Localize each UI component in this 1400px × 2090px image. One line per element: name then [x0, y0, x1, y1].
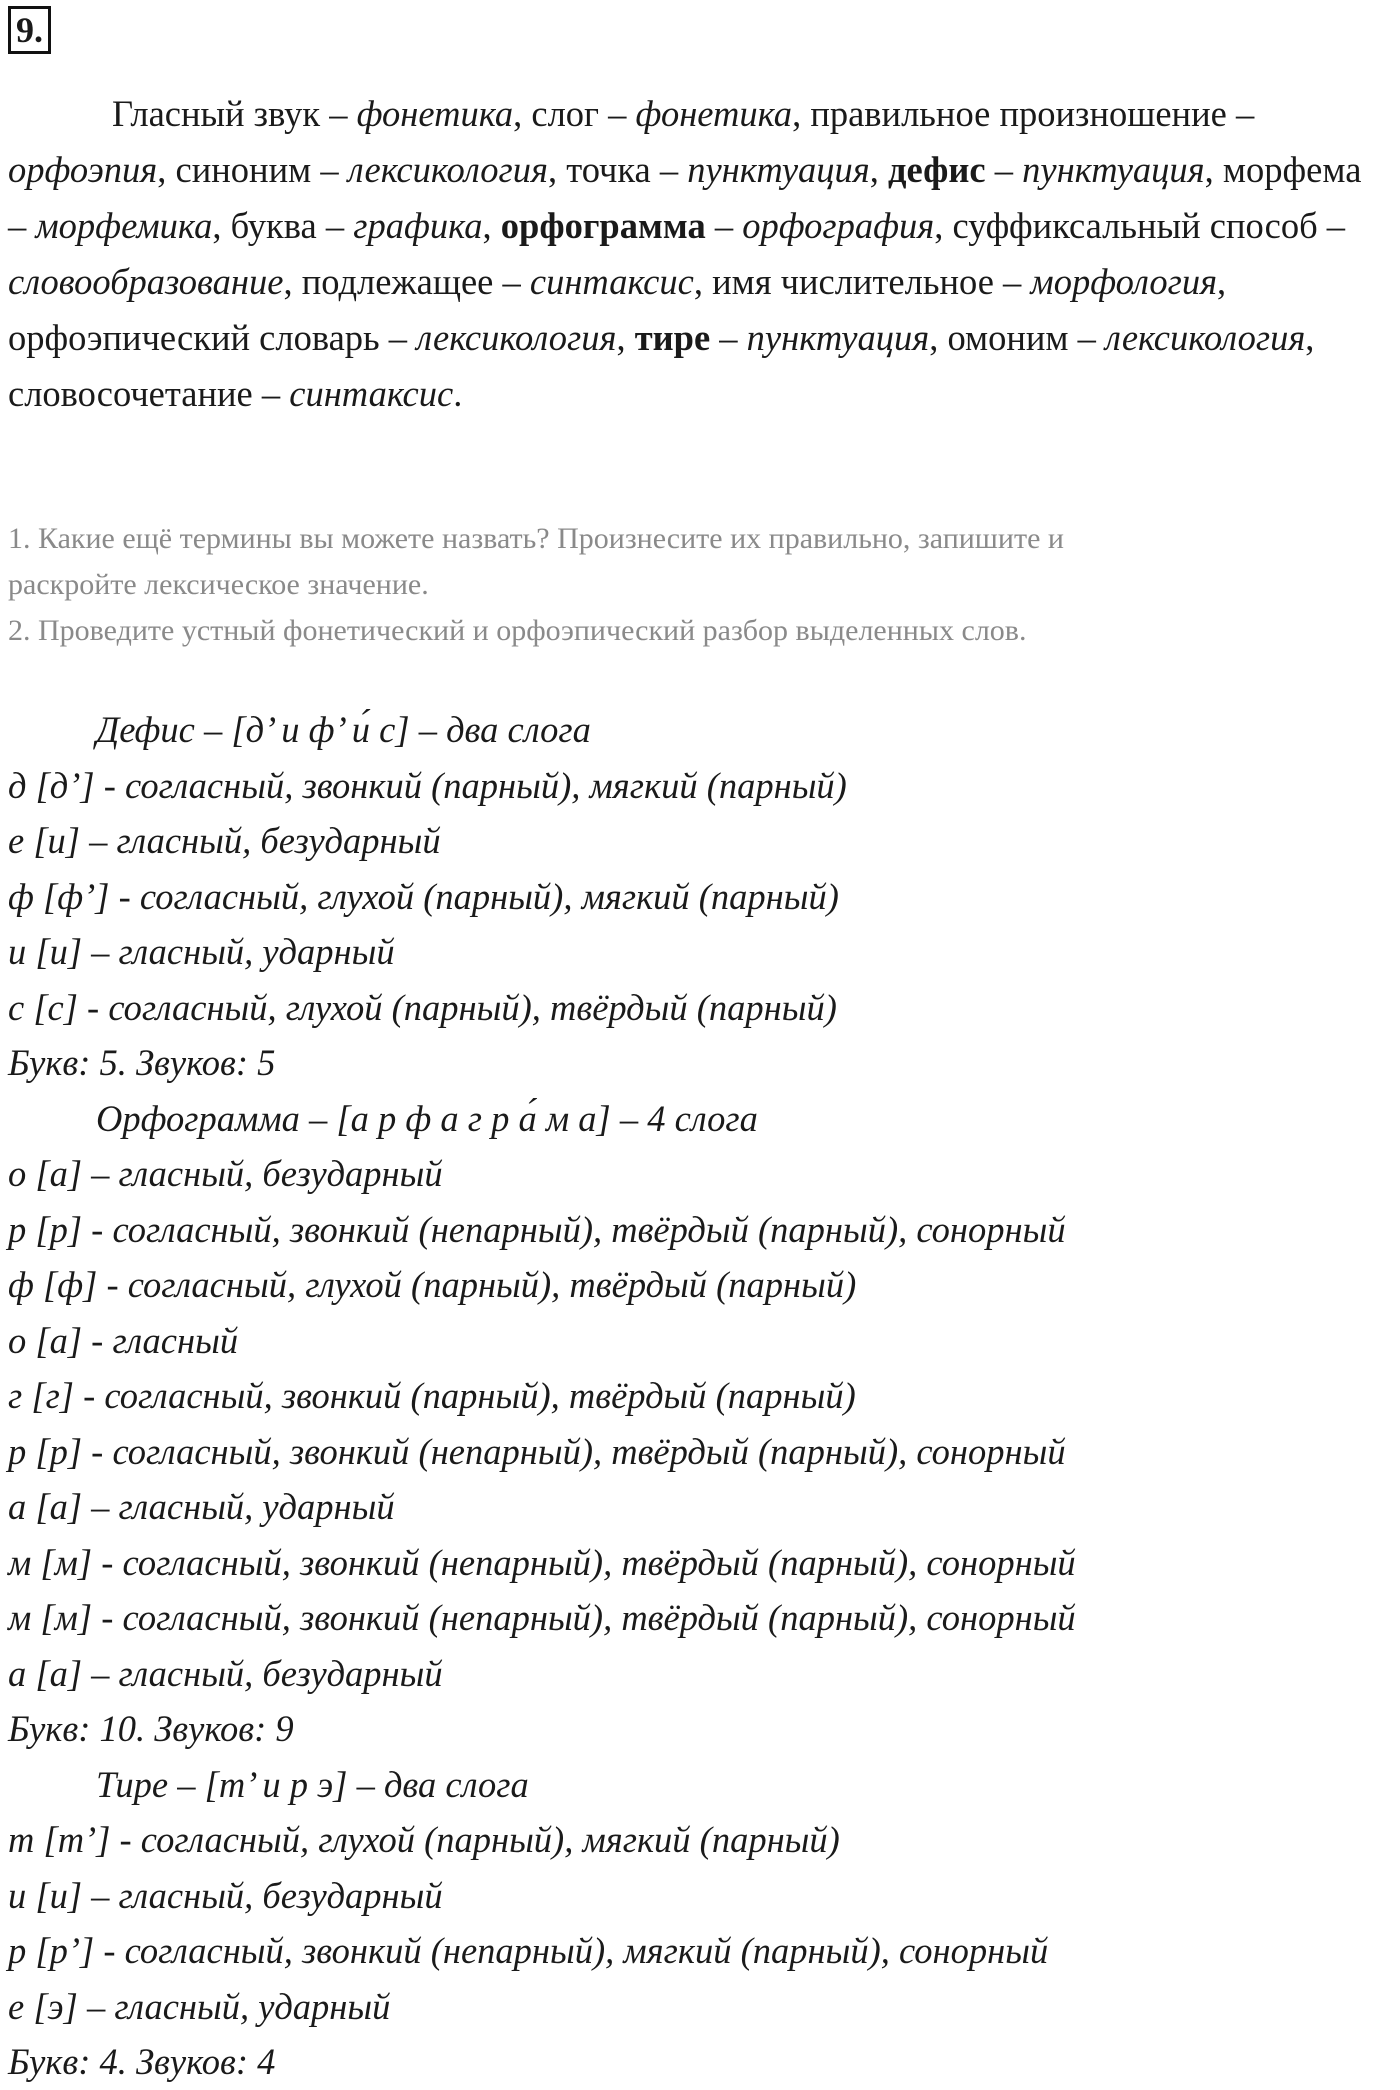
analysis-line: а [а] – гласный, ударный — [8, 1486, 395, 1527]
analysis-line: г [г] - согласный, звонкий (парный), твёрдый (парный) — [8, 1375, 856, 1416]
text-segment: , буква – — [212, 205, 354, 246]
text-segment: , имя числительное – — [693, 261, 1031, 302]
analysis-line: е [э] – гласный, ударный — [8, 1985, 391, 2027]
text-segment: , морфема – — [8, 149, 1362, 246]
analysis-line: ф [ф’] - согласный, глухой (парный), мягкий (парный) — [8, 875, 839, 917]
exercise-number: 9. — [8, 6, 51, 54]
term-field: морфемика — [35, 205, 213, 246]
text-segment: , подлежащее – — [283, 261, 530, 302]
term-field: синтаксис — [289, 373, 454, 414]
term-field: синтаксис — [529, 261, 694, 302]
analysis-line: д [д’] - согласный, звонкий (парный), мягкий (парный) — [8, 764, 847, 806]
analysis-line: и [и] – гласный, ударный — [8, 931, 395, 972]
text-segment: – — [985, 149, 1023, 190]
term-field: морфология — [1030, 261, 1218, 302]
text-segment: – — [710, 317, 747, 358]
term-field: фонетика — [356, 93, 514, 134]
text-segment: , — [616, 317, 635, 358]
task-line: 1. Какие ещё термины вы можете назвать? Произнесите их правильно, запишите и — [8, 522, 1064, 555]
analysis-line: м [м] - согласный, звонкий (непарный), твёрдый (парный), сонорный — [8, 1597, 1076, 1638]
task-line: раскройте лексическое значение. — [8, 568, 429, 601]
term-field: фонетика — [635, 93, 793, 134]
term-field: орфография — [742, 205, 935, 246]
term-field: графика — [353, 205, 483, 246]
term-field: лексикология — [347, 149, 548, 190]
analysis-line: р [р] - согласный, звонкий (непарный), твёрдый (парный), сонорный — [8, 1430, 1066, 1472]
highlighted-word: дефис — [888, 149, 986, 190]
analysis-line: а [а] – гласный, безударный — [8, 1652, 443, 1694]
text-segment: , — [482, 205, 501, 246]
analysis-line: Букв: 4. Звуков: 4 — [8, 2041, 276, 2082]
text-segment: , орфоэпический словарь – — [8, 261, 1227, 358]
analysis-line: м [м] - согласный, звонкий (непарный), твёрдый (парный), сонорный — [8, 1541, 1076, 1583]
term-field: пунктуация — [1022, 149, 1205, 190]
text-segment: . — [453, 373, 463, 414]
analysis-line: и [и] – гласный, безударный — [8, 1874, 443, 1916]
text-segment: , — [869, 149, 889, 190]
text-segment: , омоним – — [929, 317, 1106, 358]
analysis-line: р [р] - согласный, звонкий (непарный), твёрдый (парный), сонорный — [8, 1208, 1066, 1250]
analysis-word-header: Дефис – [д’ и ф’ и́ с] – два слога — [96, 709, 591, 750]
text-segment: , суффиксальный способ – — [934, 205, 1346, 246]
analysis-line: ф [ф] - согласный, глухой (парный), твёрдый (парный) — [8, 1264, 857, 1305]
task-line: 2. Проведите устный фонетический и орфоэпический разбор выделенных слов. — [8, 614, 1027, 647]
analysis-word-header: Тире – [т’ и р э] – два слога — [96, 1763, 529, 1805]
exercise-text-body — [8, 93, 1361, 414]
term-field: словообразование — [8, 261, 284, 302]
analysis-line: о [а] – гласный, безударный — [8, 1153, 443, 1194]
analysis-line: Букв: 10. Звуков: 9 — [8, 1708, 294, 1749]
text-segment: , словосочетание – — [8, 317, 1315, 414]
task-list — [8, 516, 1388, 654]
exercise-text — [8, 86, 1388, 422]
phonetic-analysis — [8, 702, 1388, 2090]
highlighted-word: орфограмма — [500, 205, 706, 246]
analysis-line: е [и] – гласный, безударный — [8, 820, 441, 861]
term-field: лексикология — [416, 317, 617, 358]
highlighted-word: тире — [634, 317, 711, 358]
analysis-line: р [р’] - согласный, звонкий (непарный), мягкий (парный), сонорный — [8, 1930, 1049, 1971]
term-field: пунктуация — [746, 317, 930, 358]
text-segment: Гласный звук – — [112, 93, 357, 134]
text-segment: , слог – — [513, 93, 636, 134]
analysis-word-header: Орфограмма – [а р ф а г р а́ м а] – 4 слога — [96, 1097, 758, 1139]
text-segment: , правильное произношение – — [792, 93, 1255, 134]
term-field: лексикология — [1105, 317, 1306, 358]
text-segment: – — [705, 205, 743, 246]
text-segment: , точка – — [547, 149, 688, 190]
analysis-line: о [а] - гласный — [8, 1319, 239, 1361]
term-field: пунктуация — [687, 149, 870, 190]
analysis-line: Букв: 5. Звуков: 5 — [8, 1042, 276, 1083]
analysis-line: т [т’] - согласный, глухой (парный), мягкий (парный) — [8, 1819, 840, 1860]
text-segment: , синоним – — [157, 149, 348, 190]
analysis-line: с [с] - согласный, глухой (парный), твёрдый (парный) — [8, 986, 837, 1028]
term-field: орфоэпия — [8, 149, 158, 190]
